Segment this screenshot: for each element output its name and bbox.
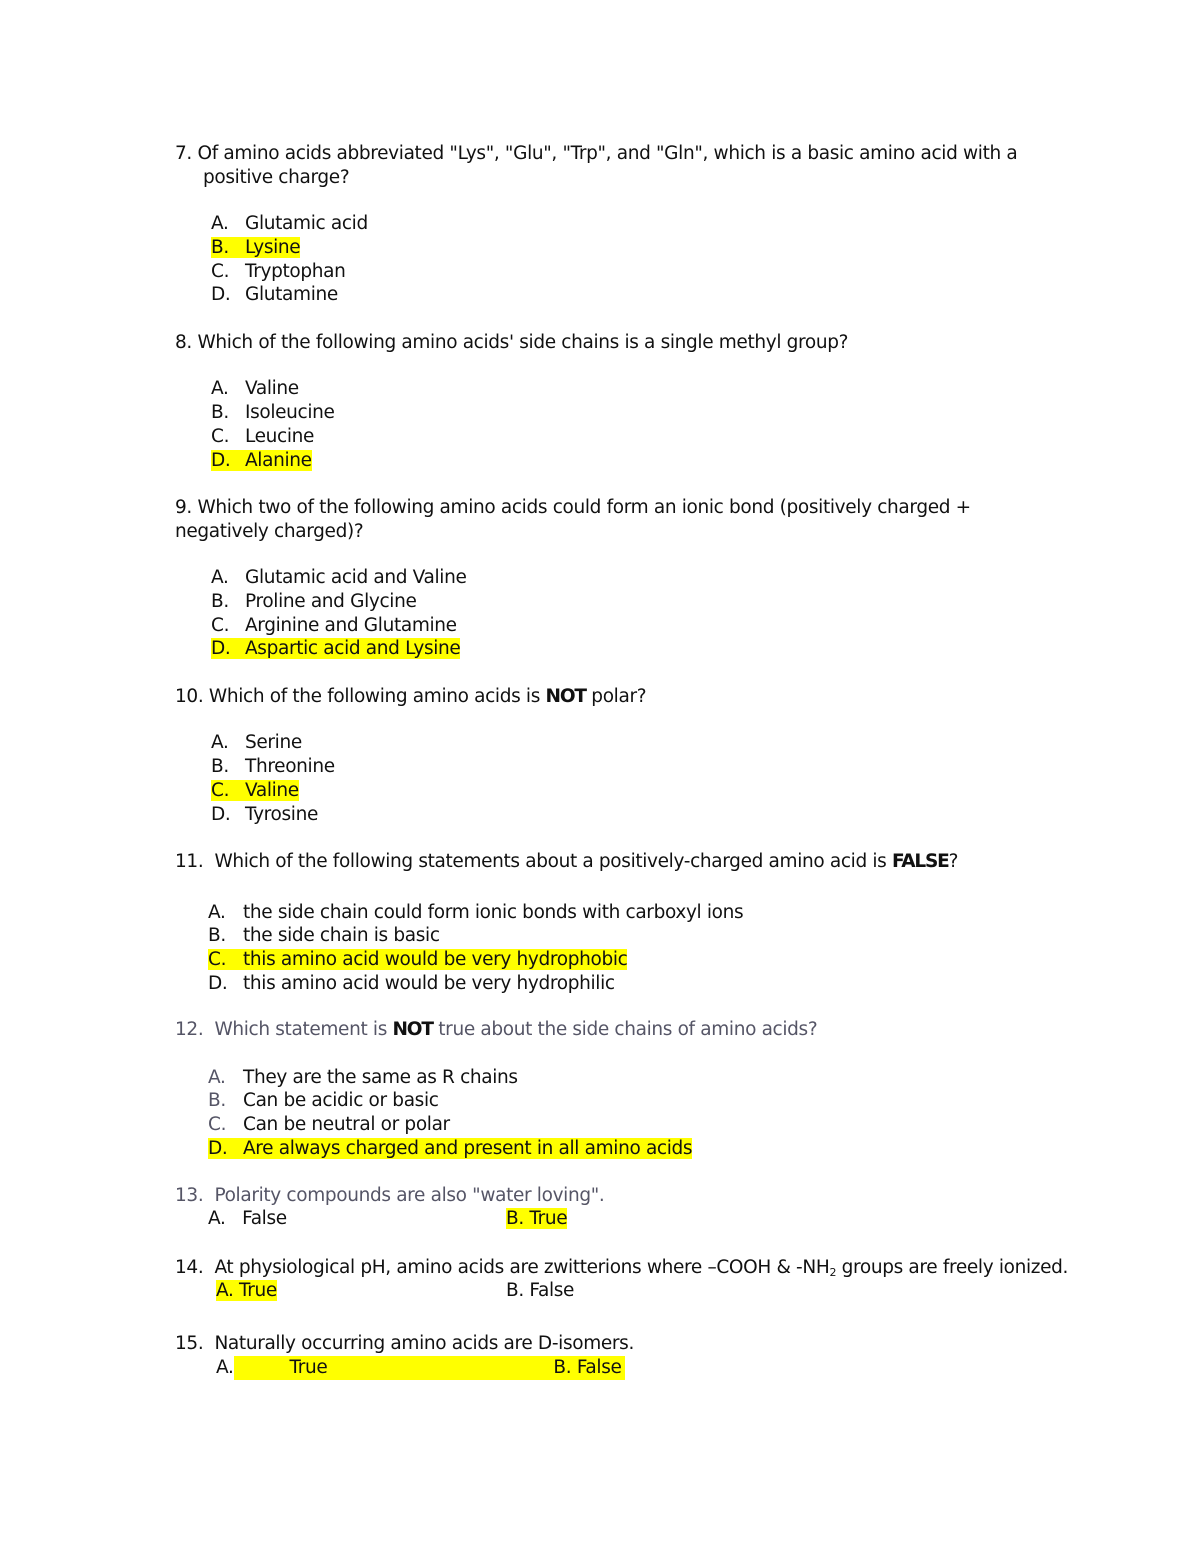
option-10a: A. Serine [211,732,302,753]
option-12c: C. Can be neutral or polar [208,1114,450,1135]
option-14a: A. True [216,1280,277,1301]
option-13b: B. True [506,1208,568,1229]
option-7a: A. Glutamic acid [211,213,368,234]
question-number: 15. [175,1333,204,1354]
question-text: positive charge? [203,167,350,188]
option-11a: A. the side chain could form ionic bonds with carboxyl ions [208,902,744,923]
option-7b: B. Lysine [211,237,301,258]
option-11b: B. the side chain is basic [208,925,440,946]
question-13 [175,1184,604,1208]
question-7 [175,142,1017,166]
question-number: 14. [175,1257,204,1278]
question-text: negatively charged)? [175,521,364,542]
question-14: 14. At physiological pH, amino acids are zwitterions where –COOH & $-NH_2$ groups are freely ionized. [175,1257,1069,1279]
question-number: 9. [175,497,192,518]
option-11d: D. this amino acid would be very hydrophilic [208,973,615,994]
emphasis-not: NOT [392,1019,433,1040]
question-number: 11. [175,851,204,872]
option-10c: C. Valine [211,780,299,801]
question-10: 10. Which of the following amino acids is NOT polar? [175,686,647,707]
question-15 [175,1332,634,1356]
option-15a-letter: A. [216,1357,234,1378]
question-8 [175,331,848,355]
question-number: 10. [175,686,204,707]
question-number: 8. [175,332,192,353]
option-12d: D. Are always charged and present in all amino acids [208,1138,693,1159]
option-8d: D. Alanine [211,450,312,471]
option-9a: A. Glutamic acid and Valine [211,567,467,588]
question-7-continued [203,166,349,190]
question-text: Naturally occurring amino acids are D-isomers. [214,1333,634,1354]
question-text: Which two of the following amino acids could form an ionic bond (positively charged + [197,497,971,518]
option-13a: A. False [208,1208,287,1229]
emphasis-not: NOT [545,686,586,707]
question-text: Which of the following amino acids' side chains is a single methyl group? [197,332,849,353]
option-9d: D. Aspartic acid and Lysine [211,638,461,659]
option-15b: B. False [553,1357,622,1378]
option-9c: C. Arginine and Glutamine [211,615,457,636]
option-9b: B. Proline and Glycine [211,591,417,612]
option-10d: D. Tyrosine [211,804,318,825]
question-12: 12. Which statement is NOT true about the side chains of amino acids? [175,1019,818,1040]
question-number: 7. [175,143,192,164]
option-15-row [216,1356,625,1380]
option-10b: B. Threonine [211,756,335,777]
subscript: 2 [829,1266,837,1279]
option-14b: B. False [506,1280,575,1301]
emphasis-false: FALSE [891,851,949,872]
question-number: 13. [175,1185,204,1206]
question-text: Polarity compounds are also "water loving". [214,1185,605,1206]
option-12a: A. They are the same as R chains [208,1067,518,1088]
option-7d: D. Glutamine [211,284,338,305]
option-8c: C. Leucine [211,426,315,447]
question-number: 12. [175,1019,204,1040]
question-9 [175,496,971,520]
option-8a: A. Valine [211,378,299,399]
option-11c: C. this amino acid would be very hydrophobic [208,949,628,970]
option-15a-text: True [289,1357,328,1378]
option-7c: C. Tryptophan [211,261,346,282]
question-text: Of amino acids abbreviated "Lys", "Glu", "Trp", and "Gln", which is a basic amino acid with a [197,143,1018,164]
question-9-continued [175,520,363,544]
question-11: 11. Which of the following statements about a positively-charged amino acid is FALSE? [175,851,959,872]
option-8b: B. Isoleucine [211,402,335,423]
option-12b: B. Can be acidic or basic [208,1090,439,1111]
option-15-highlight [234,1356,625,1380]
